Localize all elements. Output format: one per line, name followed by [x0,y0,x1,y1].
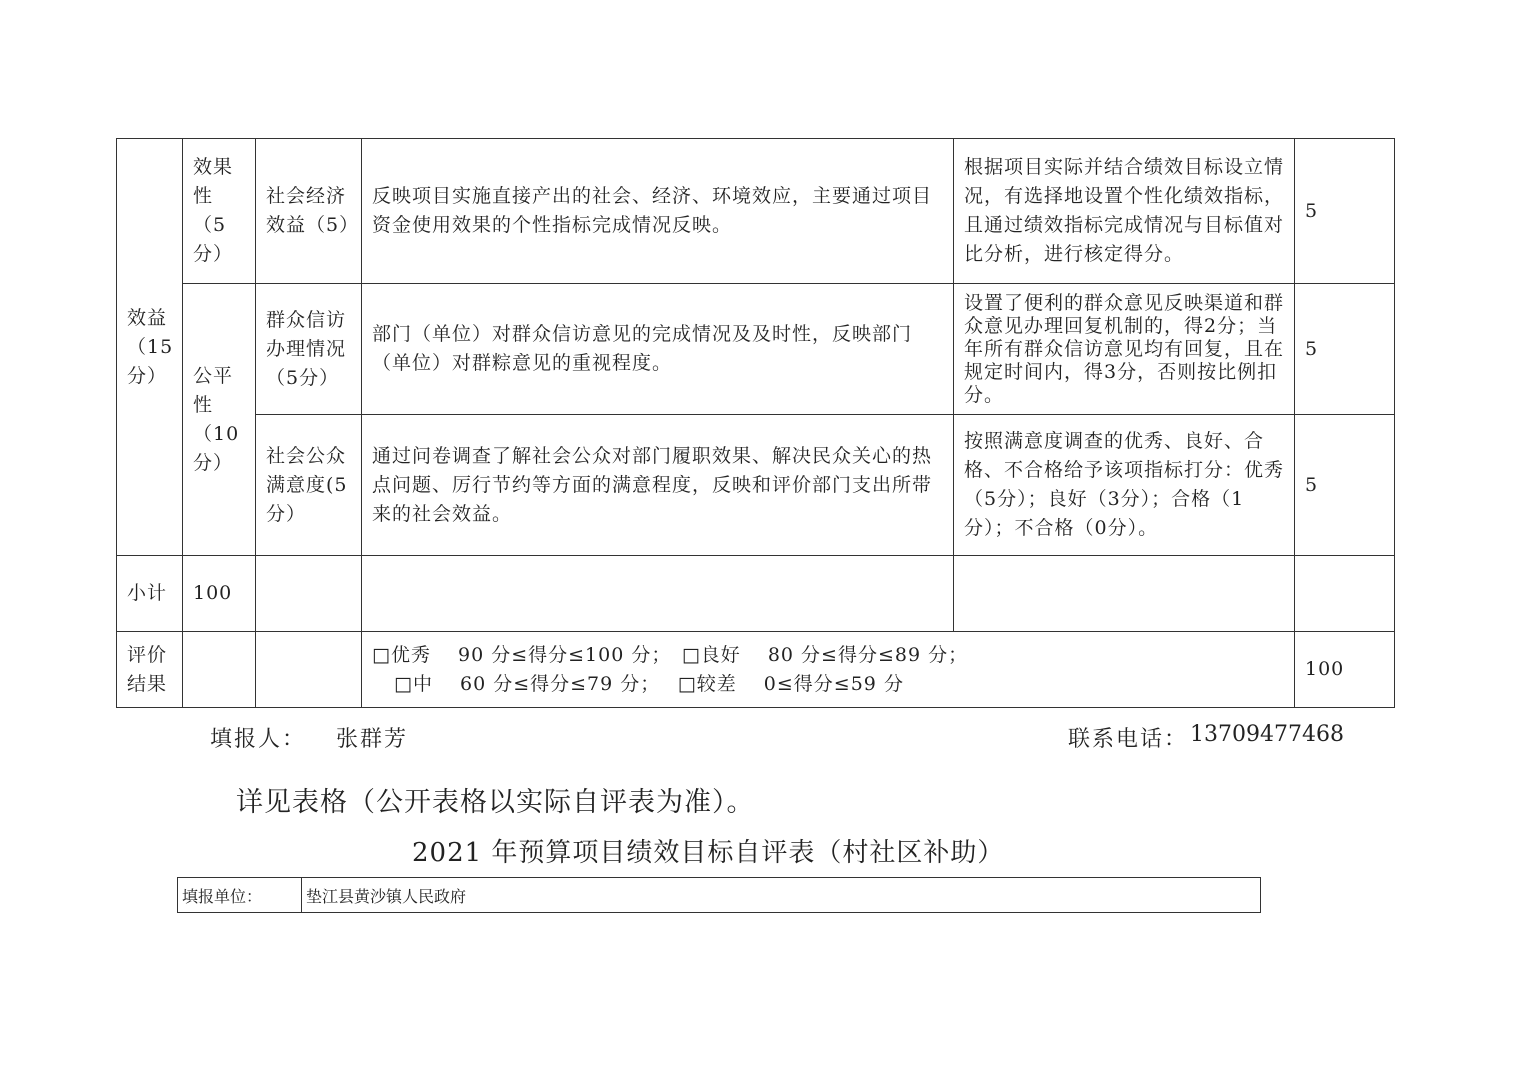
grade-scale-cell [362,632,1295,708]
criteria-cell: 根据项目实际并结合绩效目标设立情况，有选择地设置个性化绩效指标，且通过绩效指标完成情况与目标值对比分析，进行核定得分。 [954,139,1295,284]
evaluation-row [117,632,1395,708]
unit-table [177,877,1261,913]
indicator-cell: 群众信访办理情况（5分） [256,284,362,415]
grade-line-1: □优秀 90 分≤得分≤100 分； □良好 80 分≤得分≤89 分； [372,643,969,666]
table-row [117,284,1395,415]
evaluation-score: 100 [1295,632,1395,708]
second-table-title: 2021 年预算项目绩效目标自评表（村社区补助） [412,838,1005,868]
table-row [117,139,1395,284]
score-cell: 5 [1295,284,1395,415]
table-row [117,415,1395,556]
category-cell: 效益（15分） [117,139,183,556]
grade-line-2: □中 60 分≤得分≤79 分； □较差 0≤得分≤59 分 [394,672,904,695]
indicator-cell: 社会公众满意度(5分） [256,415,362,556]
unit-label: 填报单位： [178,878,302,913]
subtotal-label: 小计 [117,556,183,632]
note-text: 详见表格（公开表格以实际自评表为准）。 [236,787,755,818]
sub-category-cell: 公平性（10分） [183,284,256,556]
filler-label: 填报人： [210,727,307,752]
subtotal-row [117,556,1395,632]
score-cell: 5 [1295,415,1395,556]
description-cell: 反映项目实施直接产出的社会、经济、环境效应，主要通过项目资金使用效果的个性指标完成情况反映。 [362,139,954,284]
indicator-cell: 社会经济效益（5） [256,139,362,284]
description-cell: 通过问卷调查了解社会公众对部门履职效果、解决民众关心的热点问题、厉行节约等方面的满意程度，反映和评价部门支出所带来的社会效益。 [362,415,954,556]
phone-number: 13709477468 [1190,722,1344,747]
phone-label: 联系电话： [1068,727,1189,752]
description-cell: 部门（单位）对群众信访意见的完成情况及及时性，反映部门（单位）对群粽意见的重视程度。 [362,284,954,415]
criteria-cell: 按照满意度调查的优秀、良好、合格、不合格给予该项指标打分：优秀（5分）；良好（3分）；合格（1分）；不合格（0分）。 [954,415,1295,556]
performance-evaluation-table [116,138,1395,708]
subtotal-value: 100 [183,556,256,632]
score-cell: 5 [1295,139,1395,284]
evaluation-label: 评价结果 [117,632,183,708]
criteria-cell: 设置了便利的群众意见反映渠道和群众意见办理回复机制的，得2分；当年所有群众信访意见均有回复，且在规定时间内，得3分，否则按比例扣分。 [954,284,1295,415]
filler-name: 张群芳 [336,727,409,752]
sub-category-cell: 效果性（5分） [183,139,256,284]
unit-value: 垫江县黄沙镇人民政府 [302,878,1261,913]
